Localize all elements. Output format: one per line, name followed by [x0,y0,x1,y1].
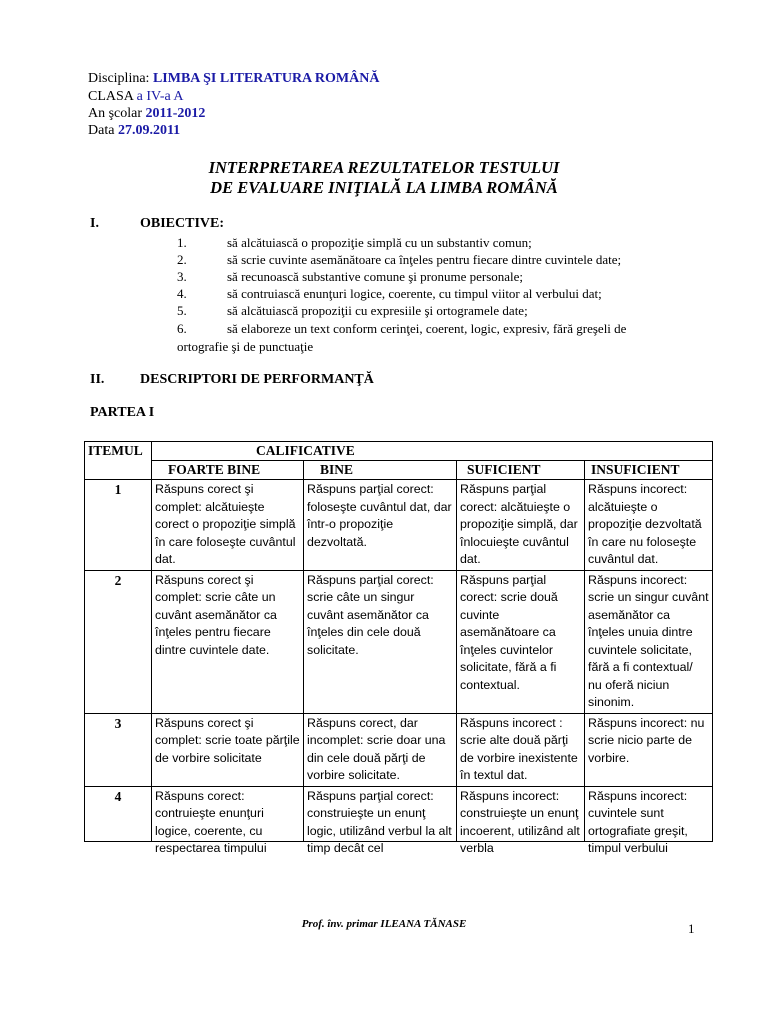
cell-suficient: Răspuns parţial corect: scrie două cuvinte asemănătoare ca înţeles cuvintelor solicitate, fără a fi contextual. [457,570,585,713]
page-number: 1 [688,921,695,936]
objective-number: 2. [177,252,187,267]
table-subheader-row [85,461,713,480]
school-year-value: 2011-2012 [145,106,206,121]
section-2-heading: DESCRIPTORI DE PERFORMANŢĂ [140,372,374,387]
cell-text: Răspuns incorect: cuvintele sunt ortografiate greşit, timpul verbului [588,788,688,855]
table-row [85,713,713,786]
objective-continuation: ortografie şi de punctuaţie [177,339,314,354]
itemul-header: ITEMUL [85,442,152,480]
school-year-line [88,105,205,122]
performance-descriptors-table [84,441,713,855]
objective-number: 6. [177,321,187,336]
class-label: CLASA [88,89,134,104]
objective-item [177,234,532,251]
objective-number: 5. [177,303,187,318]
objective-item [177,268,523,285]
objective-number: 3. [177,269,187,284]
document-title-line-1: INTERPRETAREA REZULTATELOR TESTULUI [208,158,560,177]
cell-insuficient: Răspuns incorect: alcătuieşte o propoziţie dezvoltată în care nu foloseşte cuvântul dat. [585,480,713,571]
class-value: a IV-a A [136,89,184,104]
discipline-line [88,70,379,87]
objective-item [177,285,602,302]
table-row [85,480,713,571]
cell-insuficient [585,786,713,855]
col-header-insuficient: INSUFICIENT [585,461,713,480]
objective-text: să alcătuiască o propoziţie simplă cu un substantiv comun; [227,235,532,250]
date-line [88,122,180,139]
cell-foarte-bine: Răspuns corect şi complet: alcătuieşte corect o propoziţie simplă în care foloseşte cuvântul dat. [152,480,304,571]
cell-bine: Răspuns parţial corect: foloseşte cuvântul dat, dar într-o propoziţie dezvoltată. [304,480,457,571]
item-number: 2 [85,570,152,713]
objective-text: să elaboreze un text conform cerinţei, coerent, logic, expresiv, fără greşeli de [227,321,627,336]
cell-foarte-bine: Răspuns corect şi complet: scrie toate părţile de vorbire solicitate [152,713,304,786]
cell-text: Răspuns corect: contruieşte enunţuri logice, coerente, cu respectarea timpului [155,788,267,855]
footer-author: Prof. înv. primar ILEANA TĂNASE [301,918,467,930]
cell-text: Răspuns incorect: construieşte un enunţ incoerent, utilizând alt verbla [460,788,580,855]
class-line [88,88,184,105]
item-number: 1 [85,480,152,571]
discipline-value: LIMBA ŞI LITERATURA ROMÂNĂ [152,71,380,86]
table-row [85,570,713,713]
objective-number: 1. [177,235,187,250]
objective-text: să alcătuiască propoziţii cu expresiile şi ortogramele date; [227,303,528,318]
cell-suficient: Răspuns incorect : scrie alte două părţi de vorbire inexistente în textul dat. [457,713,585,786]
objective-item [177,302,528,319]
cell-insuficient: Răspuns incorect: nu scrie nicio parte de vorbire. [585,713,713,786]
document-title-line-2: DE EVALUARE INIŢIALĂ LA LIMBA ROMÂNĂ [210,178,558,197]
objective-item [177,320,626,337]
table-header-row [85,442,713,461]
table-row [85,786,713,841]
objective-text: să recunoască substantive comune şi pronume personale; [227,269,524,284]
cell-suficient: Răspuns parţial corect: alcătuieşte o propoziţie simplă, dar înlocuieşte cuvântul dat. [457,480,585,571]
cell-text: Răspuns parţial corect: construieşte un enunţ logic, utilizând verbul la alt timp decât cel [307,788,452,855]
objective-number: 4. [177,286,187,301]
col-header-foarte-bine: FOARTE BINE [152,461,304,480]
item-number: 4 [85,786,152,841]
part-heading: PARTEA I [90,405,155,420]
cell-foarte-bine: Răspuns corect şi complet: scrie câte un cuvânt asemănător ca înţeles pentru fiecare dintre cuvintele date. [152,570,304,713]
objective-text: să contruiască enunţuri logice, coerente, cu timpul viitor al verbului dat; [227,286,602,301]
cell-bine: Răspuns corect, dar incomplet: scrie doar una din cele două părţi de vorbire solicitate. [304,713,457,786]
section-1-heading: OBIECTIVE: [140,216,225,231]
item-number: 3 [85,713,152,786]
date-value: 27.09.2011 [117,123,181,138]
cell-insuficient: Răspuns incorect: scrie un singur cuvânt asemănător ca înţeles unuia dintre cuvintele solicitate, fără a fi contextual/ nu oferă niciun sinonim. [585,570,713,713]
school-year-label: An şcolar [88,106,143,121]
cell-bine: Răspuns parţial corect: scrie câte un singur cuvânt asemănător ca înţeles din cele două solicitate. [304,570,457,713]
cell-bine [304,786,457,855]
objective-item [177,251,621,268]
section-2-numeral: II. [90,372,105,387]
section-1-numeral: I. [90,216,99,231]
col-header-suficient: SUFICIENT [457,461,585,480]
cell-suficient [457,786,585,855]
cell-foarte-bine [152,786,304,855]
discipline-label: Disciplina: [88,71,150,86]
objective-text: să scrie cuvinte asemănătoare ca înţeles pentru fiecare dintre cuvintele date; [227,252,622,267]
date-label: Data [88,123,115,138]
col-header-bine: BINE [304,461,457,480]
calificative-header: CALIFICATIVE [152,442,713,461]
